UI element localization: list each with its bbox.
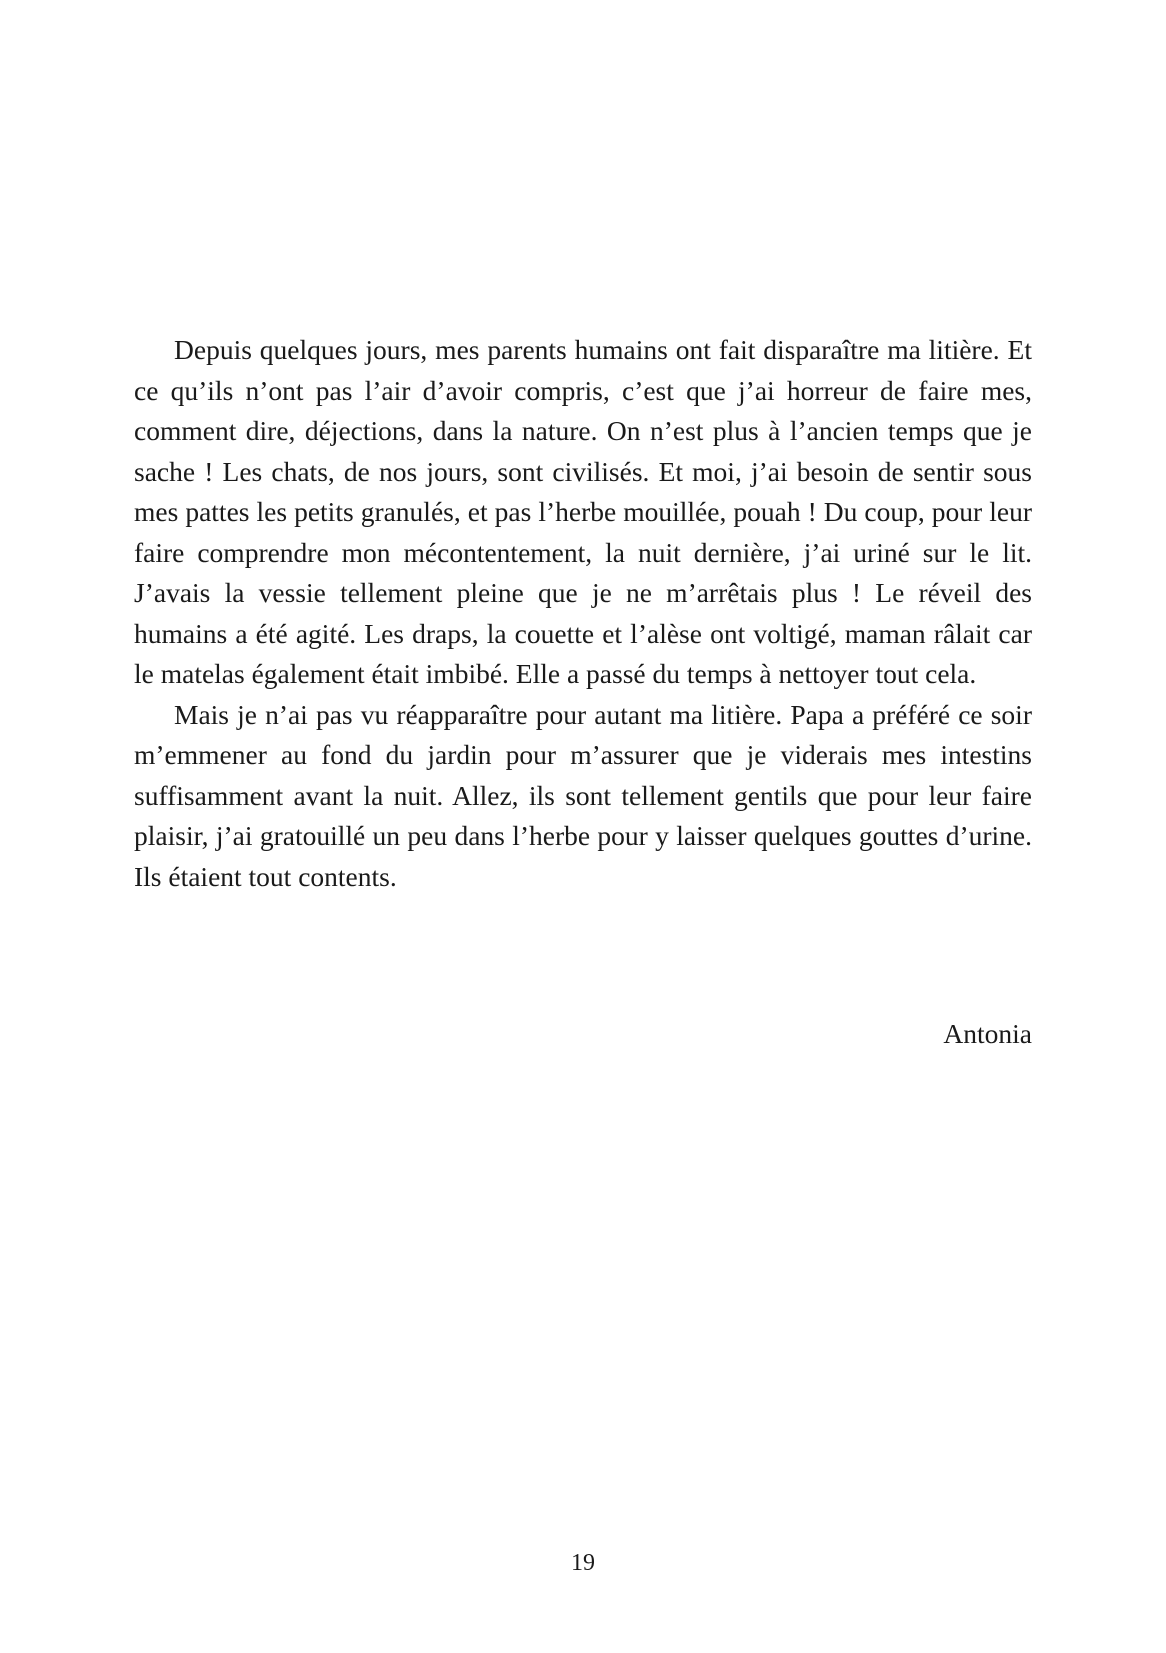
body-text <box>134 330 1032 897</box>
signature: Antonia <box>943 1018 1032 1049</box>
page-number: 19 <box>571 1550 595 1576</box>
paragraph-1: Depuis quelques jours, mes parents humains ont fait disparaître ma litière. Et ce qu’ils n’ont pas l’air d’avoir compris, c’est que j’ai horreur de faire mes, comment dire, déjections, dans la nature. On n’est plus à l’ancien temps que je sache ! Les chats, de nos jours, sont civilisés. Et moi, j’ai besoin de sentir sous mes pattes les petits granulés, et pas l’herbe mouillée, pouah ! Du coup, pour leur faire comprendre mon mécontentement, la nuit dernière, j’ai uriné sur le lit. J’avais la vessie tellement pleine que je ne m’arrêtais plus ! Le réveil des humains a été agité. Les draps, la couette et l’alèse ont voltigé, maman râlait car le matelas également était imbibé. Elle a passé du temps à nettoyer tout cela. <box>134 334 1032 689</box>
paragraph-2: Mais je n’ai pas vu réapparaître pour autant ma litière. Papa a préféré ce soir m’emmener au fond du jardin pour m’assurer que je viderais mes intestins suffisamment avant la nuit. Allez, ils sont tellement gentils que pour leur faire plaisir, j’ai gratouillé un peu dans l’herbe pour y laisser quelques gouttes d’urine. Ils étaient tout contents. <box>134 698 1032 892</box>
